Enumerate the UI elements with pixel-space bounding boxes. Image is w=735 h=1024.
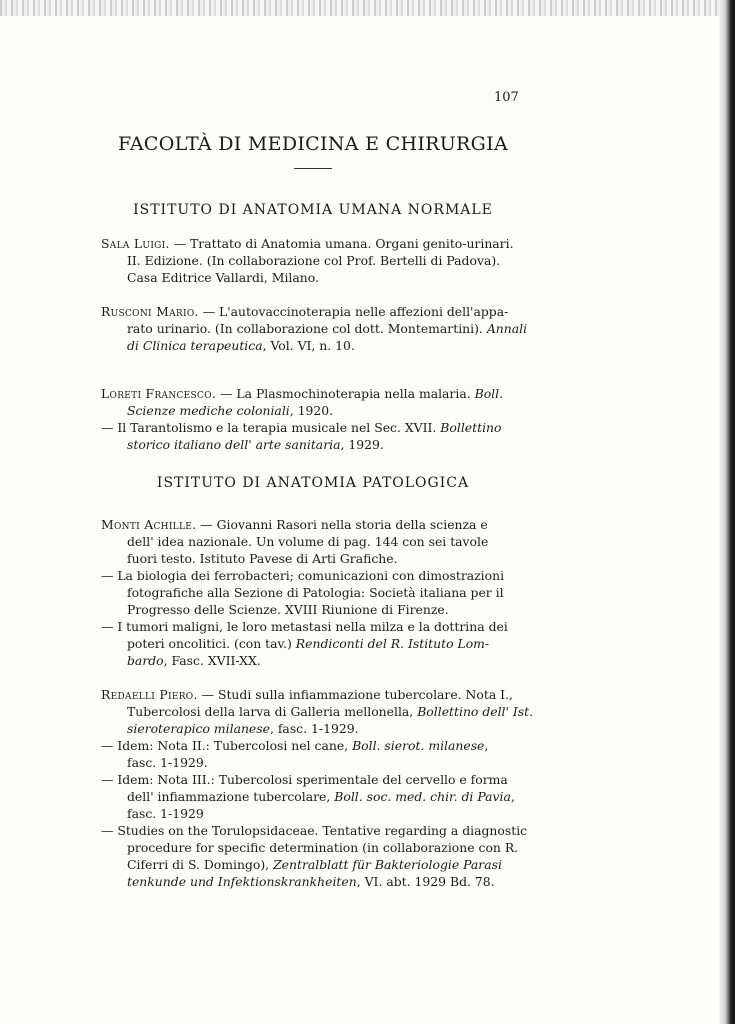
entry-text: — Giovanni Rasori nella storia della scienza e [200,517,488,532]
entry-author: Loreti Francesco. [101,386,217,401]
page-number: 107 [494,90,519,105]
journal-title: Boll. sierot. milanese [352,738,485,753]
entry-text: procedure for specific determination (in collaborazione con R. [127,840,519,855]
journal-title: Annali [486,321,528,336]
title-rule [294,168,332,169]
entry-text: dell' idea nazionale. Un volume di pag. 144 con sei tavole [127,534,489,549]
entry-author: Rusconi Mario. [101,304,199,319]
journal-title: Scienze mediche coloniali [127,403,290,418]
journal-title: Zentralblatt für Bakteriologie Parasi [273,857,502,872]
entry-text: — Il Tarantolismo e la terapia musicale nel Sec. XVII. [101,420,437,435]
entry-text: fotografiche alla Sezione di Patologia: Società italiana per il [127,585,504,600]
journal-title: tenkunde und Infektionskrankheiten [127,874,357,889]
entry-text: Casa Editrice Vallardi, Milano. [127,270,319,285]
entry-text: — Studies on the Torulopsidaceae. Tentative regarding a diagnostic [101,823,528,838]
entry-text: , Fasc. XVII-XX. [163,653,261,668]
entry-text: dell' infiammazione tubercolare, [127,789,331,804]
section-title-anatomia-umana: ISTITUTO DI ANATOMIA UMANA NORMALE [133,202,493,218]
entry-text: , VI. abt. 1929 Bd. 78. [356,874,495,889]
entry-text: , Vol. VI, n. 10. [262,338,355,353]
entry-author: Sala Luigi. [101,236,170,251]
journal-title: sieroterapico milanese [127,721,270,736]
journal-title: Boll. soc. med. chir. di Pavia [334,789,511,804]
entry-author: Redaelli Piero. [101,687,198,702]
section-title-anatomia-patologica: ISTITUTO DI ANATOMIA PATOLOGICA [156,475,470,491]
journal-title: bardo [127,653,164,668]
scan-top-edge [0,0,735,16]
journal-title: Bollettino [440,420,502,435]
entry-text: — La Plasmochinoterapia nella malaria. [220,386,471,401]
entry-monti-achille [101,516,531,669]
journal-title: Boll. [474,386,504,401]
journal-title: Bollettino dell' Ist. [417,704,534,719]
entry-text: , [510,789,515,804]
entry-sala-luigi [101,235,531,286]
entry-text: Tubercolosi della larva di Galleria mellonella, [127,704,414,719]
entry-text: — Studi sulla infiammazione tubercolare. Nota I., [201,687,513,702]
entry-text: , 1920. [289,403,334,418]
entry-text: , fasc. 1-1929. [269,721,359,736]
entry-text: fasc. 1-1929 [127,806,204,821]
journal-title: di Clinica terapeutica [127,338,263,353]
entry-text: poteri oncolitici. (con tav.) [127,636,292,651]
entry-text: , 1929. [340,437,384,452]
journal-title: storico italiano dell' arte sanitaria [127,437,341,452]
entry-text: rato urinario. (In collaborazione col dott. Montemartini). [127,321,483,336]
journal-title: Rendiconti del R. Istituto Lom- [295,636,490,651]
entry-text: — Idem: Nota III.: Tubercolosi sperimentale del cervello e forma [101,772,508,787]
entry-redaelli-piero [101,686,534,890]
entry-text: — La biologia dei ferrobacteri; comunicazioni con dimostrazioni [101,568,505,583]
entry-author: Monti Achille. [101,517,197,532]
entry-rusconi-mario [101,303,531,354]
entry-text: fasc. 1-1929. [127,755,208,770]
entry-text: — L'autovaccinoterapia nelle affezioni dell'appa- [202,304,509,319]
entry-text: — I tumori maligni, le loro metastasi nella milza e la dottrina dei [101,619,508,634]
entry-text: II. Edizione. (In collaborazione col Prof. Bertelli di Padova). [127,253,501,268]
entry-text: Ciferri di S. Domingo), [127,857,270,872]
entry-loreti-francesco [101,385,531,453]
faculty-title: FACOLTÀ DI MEDICINA E CHIRURGIA [118,133,508,155]
entry-text: — Trattato di Anatomia umana. Organi genito-urinari. [173,236,514,251]
entry-text: — Idem: Nota II.: Tubercolosi nel cane, [101,738,349,753]
scan-right-edge [719,0,735,1024]
entry-text: Progresso delle Scienze. XVIII Riunione di Firenze. [127,602,449,617]
entry-text: , [484,738,489,753]
entry-text: fuori testo. Istituto Pavese di Arti Grafiche. [127,551,398,566]
